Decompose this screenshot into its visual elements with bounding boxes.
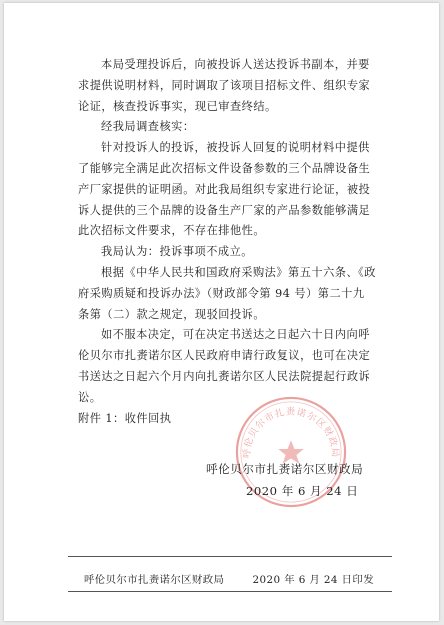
footer-issuer: 呼伦贝尔市扎赉诺尔区财政局 [84,574,225,586]
paragraph-acceptance: 本局受理投诉后，向被投诉人送达投诉书副本，并要求提供说明材料，同时调取了该项目招标文件、组织专家论证，核查投诉事实，现已审查终结。 [78,58,371,113]
signature-organization: 呼伦贝尔市扎赉诺尔区财政局 [206,462,364,476]
seal-text: 呼伦贝尔市扎赉诺尔区财政局 [241,406,341,459]
document-page [4,3,439,621]
paragraph-findings: 针对投诉人的投诉，被投诉人回复的说明材料中提供了能够完全满足此次招标文件设备参数的三个品牌设备生产厂家提供的证明函。对此我局组织专家进行论证，被投诉人提供的三个品牌的设备生产厂家的产品参数能够满足此次招标文件要求，不存在排他性。 [78,141,371,238]
signature-block [206,458,381,502]
footer-issue-date: 2020 年 6 月 24 日印发 [252,574,374,586]
paragraph-conclusion: 我局认为：投诉事项不成立。 [101,245,253,259]
paragraph-appeal-rights: 如不服本决定，可在决定书送达之日起六十日内向呼伦贝尔市扎赉诺尔区人民政府申请行政复议，也可在决定书送达之日起六个月内向扎赉诺尔区人民法院提起行政诉讼。 [78,328,371,404]
paragraph-legal-basis: 根据《中华人民共和国政府采购法》第五十六条、《政府采购质疑和投诉办法》（财政部令第 94 号）第二十九条第（二）款之规定，现驳回投诉。 [78,265,376,321]
attachment-note: 附件 1：收件回执 [78,411,172,425]
footer-top-rule [68,556,392,557]
footer-bottom-rule [68,591,392,592]
signature-date: 2020 年 6 月 24 日 [246,484,359,498]
footer-issue-line [84,571,374,586]
paragraph-investigation-heading: 经我局调查核实： [101,120,195,134]
document-body [78,55,376,429]
